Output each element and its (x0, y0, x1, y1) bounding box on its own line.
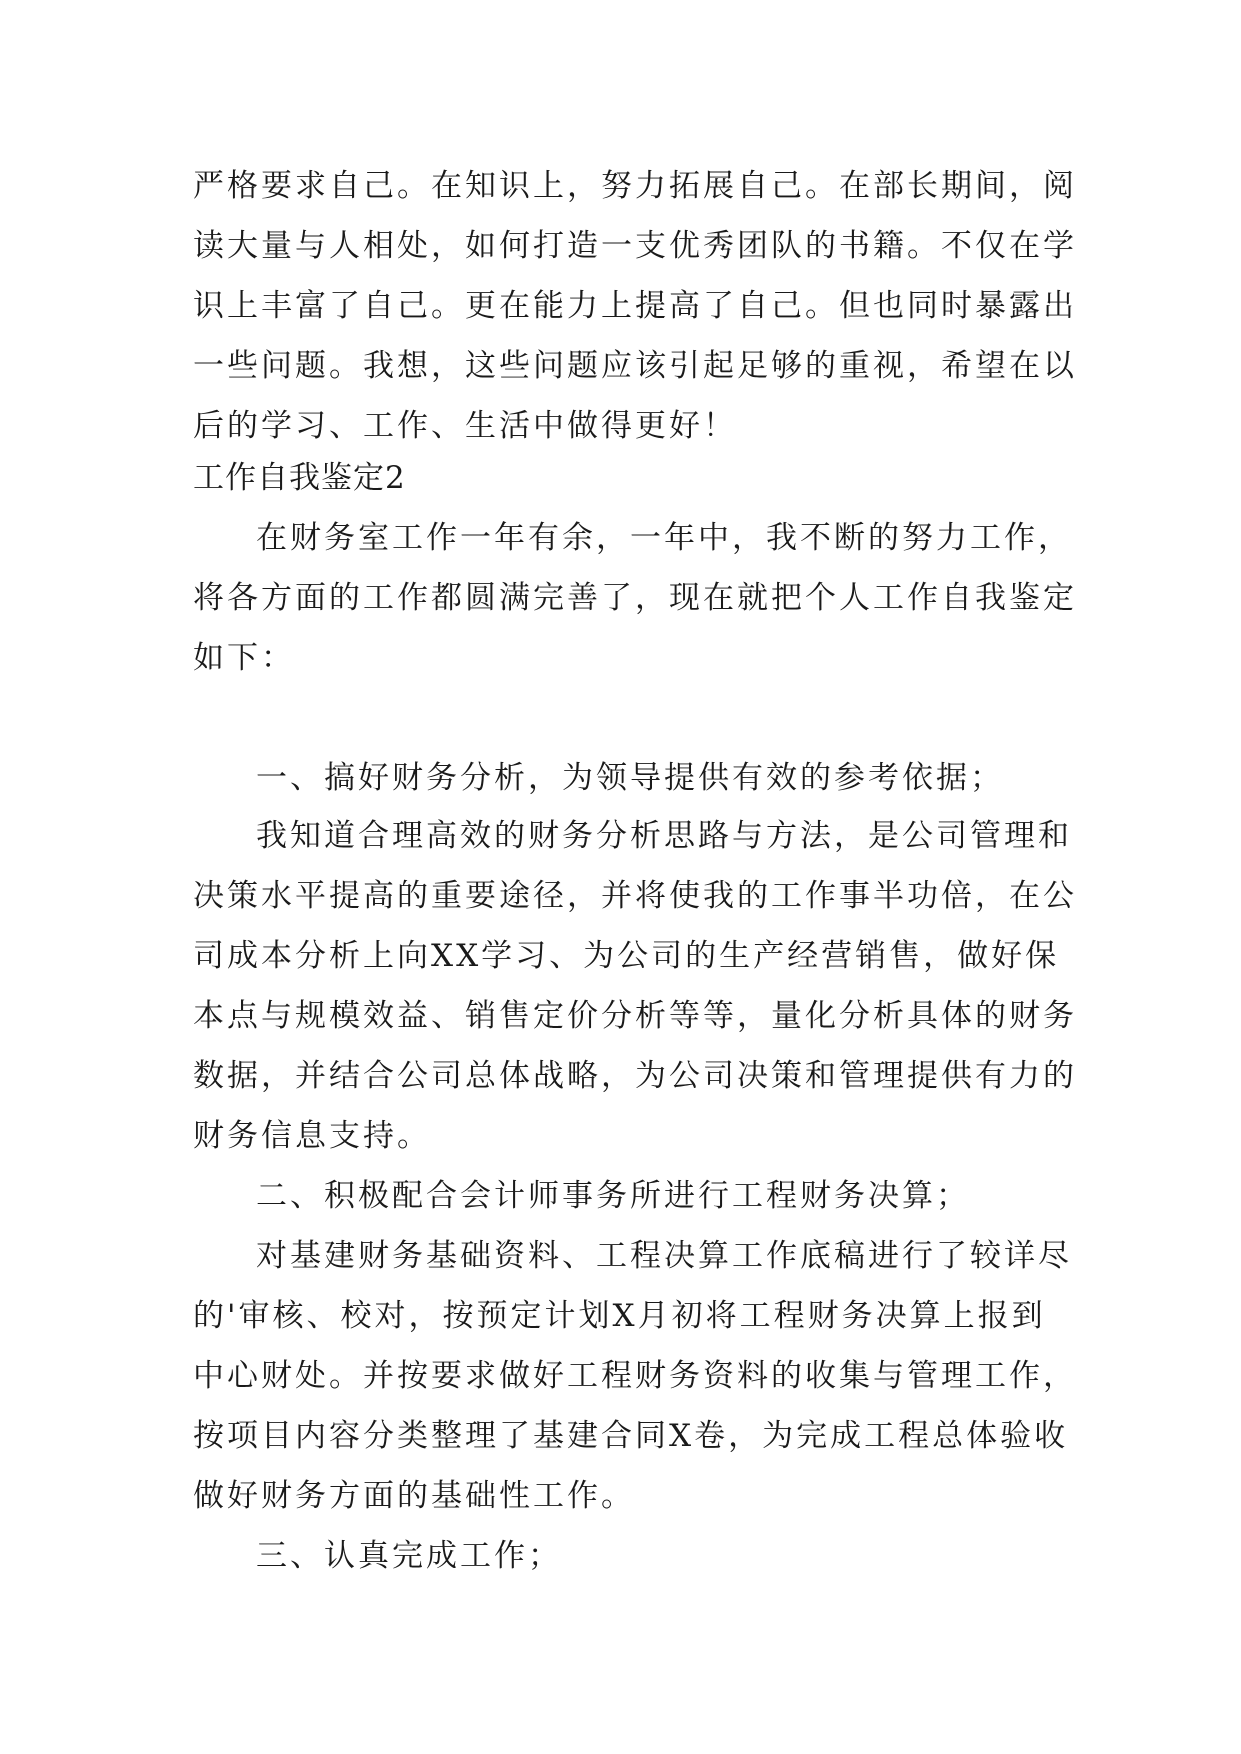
item-title: 二、积极配合会计师事务所进行工程财务决算； (256, 1178, 970, 1214)
item-line: 中心财处。并按要求做好工程财务资料的收集与管理工作， (193, 1358, 1077, 1394)
item-line: 司成本分析上向XX学习、为公司的生产经营销售，做好保 (193, 938, 1060, 974)
item-line: 本点与规模效益、销售定价分析等等，量化分析具体的财务 (193, 998, 1077, 1034)
item-line: 财务信息支持。 (193, 1118, 431, 1154)
paragraph-line: 一些问题。我想，这些问题应该引起足够的重视，希望在以 (193, 348, 1077, 384)
paragraph-line: 严格要求自己。在知识上，努力拓展自己。在部长期间，阅 (193, 168, 1077, 204)
intro-line: 如下： (193, 640, 295, 676)
item-line: 按项目内容分类整理了基建合同X卷，为完成工程总体验收 (193, 1418, 1069, 1454)
paragraph-line: 识上丰富了自己。更在能力上提高了自己。但也同时暴露出 (193, 288, 1077, 324)
item-line: 数据，并结合公司总体战略，为公司决策和管理提供有力的 (193, 1058, 1077, 1094)
item-line: 决策水平提高的重要途径，并将使我的工作事半功倍，在公 (193, 878, 1077, 914)
section-title: 工作自我鉴定2 (193, 460, 406, 496)
item-line: 做好财务方面的基础性工作。 (193, 1478, 635, 1514)
intro-line: 在财务室工作一年有余，一年中，我不断的努力工作， (256, 520, 1072, 556)
paragraph-line: 后的学习、工作、生活中做得更好！ (193, 408, 737, 444)
intro-line: 将各方面的工作都圆满完善了，现在就把个人工作自我鉴定 (193, 580, 1077, 616)
item-line: 的'审核、校对，按预定计划X月初将工程财务决算上报到 (193, 1298, 1046, 1334)
item-title: 一、搞好财务分析，为领导提供有效的参考依据； (256, 760, 1004, 796)
paragraph-line: 读大量与人相处，如何打造一支优秀团队的书籍。不仅在学 (193, 228, 1077, 264)
item-line: 我知道合理高效的财务分析思路与方法，是公司管理和 (256, 818, 1072, 854)
item-line: 对基建财务基础资料、工程决算工作底稿进行了较详尽 (256, 1238, 1072, 1274)
item-title: 三、认真完成工作； (256, 1538, 562, 1574)
